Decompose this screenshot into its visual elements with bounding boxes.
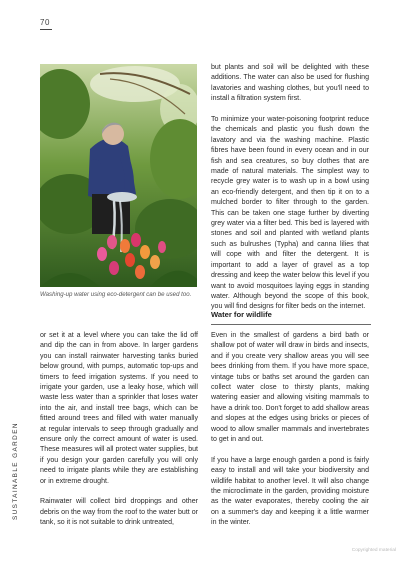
paragraph: Rainwater will collect bird droppings and other debris on the way from the roof to the water butt or tank, so it is not suitable to drink untreated, bbox=[40, 498, 198, 527]
right-column-bottom bbox=[211, 331, 369, 539]
section-heading: Water for wildlife bbox=[211, 310, 272, 319]
garden-photo bbox=[40, 64, 197, 287]
watermark: Copyrighted material bbox=[351, 548, 396, 553]
left-column-bottom bbox=[40, 331, 198, 539]
photo-caption: Washing-up water using eco-detergent can be used too. bbox=[40, 291, 192, 298]
paragraph: Even in the smallest of gardens a bird bath or shallow pot of water will draw in birds and insects, and if you create very shallow areas you will see bees drinking from them. If you have more space, vintage tubs or baths set around the garden can collect water close to thirsty plants, making watering easier and allowing visiting mammals to have a drink too. Don't forget to add shallow areas and slopes at the edges using bricks or pieces of wood to allow smaller mammals and invertebrates to get in and out. bbox=[211, 332, 369, 444]
paragraph: but plants and soil will be delighted with these additions. The water can also be used for flushing lavatories and washing clothes, but you'll need to install a filtration system first. bbox=[211, 64, 369, 103]
right-column-top bbox=[211, 63, 369, 323]
running-head: SUSTAINABLE GARDEN bbox=[12, 422, 19, 520]
page-number-rule bbox=[40, 29, 52, 30]
paragraph: To minimize your water-poisoning footprint reduce the chemicals and plastic you flush down the lavatory and via the washing machine. Plastic fibres have been found in every ocean and in our fish and sea creatures, so buy clothes that are made of natural materials. The simplest way to recycle grey water is to wash up in a bowl using an eco-friendly detergent, and then tip it on to a mulched border to filter through to the garden. This can be taken one stage further by diverting grey water via a filter bed. This bed is layered with stones and soil and planted with wetland plants such as bulrushes (Typha) and canna lilies that will cope with and filter the detergent. It is important to add a layer of gravel as a top dressing and keep the water below this level if you want to avoid mosquitoes laying eggs in standing water. Although beyond the scope of this book, you will find designs for filter beds on the internet. bbox=[211, 116, 369, 311]
paragraph: or set it at a level where you can take the lid off and dip the can in from above. In larger gardens you can install rainwater harvesting tanks buried below ground, with pumps, automatic top-ups and timers to feed irrigation systems. If you need to irrigate your garden, use a leaky hose, which will waste less water than a sprinkler that loses water into the air, and install tree bags, which can be fitted around trees and filled with water manually at regular intervals to seep through gradually and ensure only the correct amount of water is used. These measures will all protect water supplies, but if you design your garden carefully you will only need to irrigate plants while they are establishing or in extreme drought. bbox=[40, 332, 198, 485]
section-rule bbox=[211, 324, 371, 325]
paragraph: If you have a large enough garden a pond is fairly easy to install and will take your biodiversity and wildlife habitat to another level. It will also change the microclimate in the garden, providing moisture as the water evaporates, thereby cooling the air on a summer's day and keeping it a little warmer in the winter. bbox=[211, 456, 369, 527]
page-number: 70 bbox=[40, 18, 50, 27]
